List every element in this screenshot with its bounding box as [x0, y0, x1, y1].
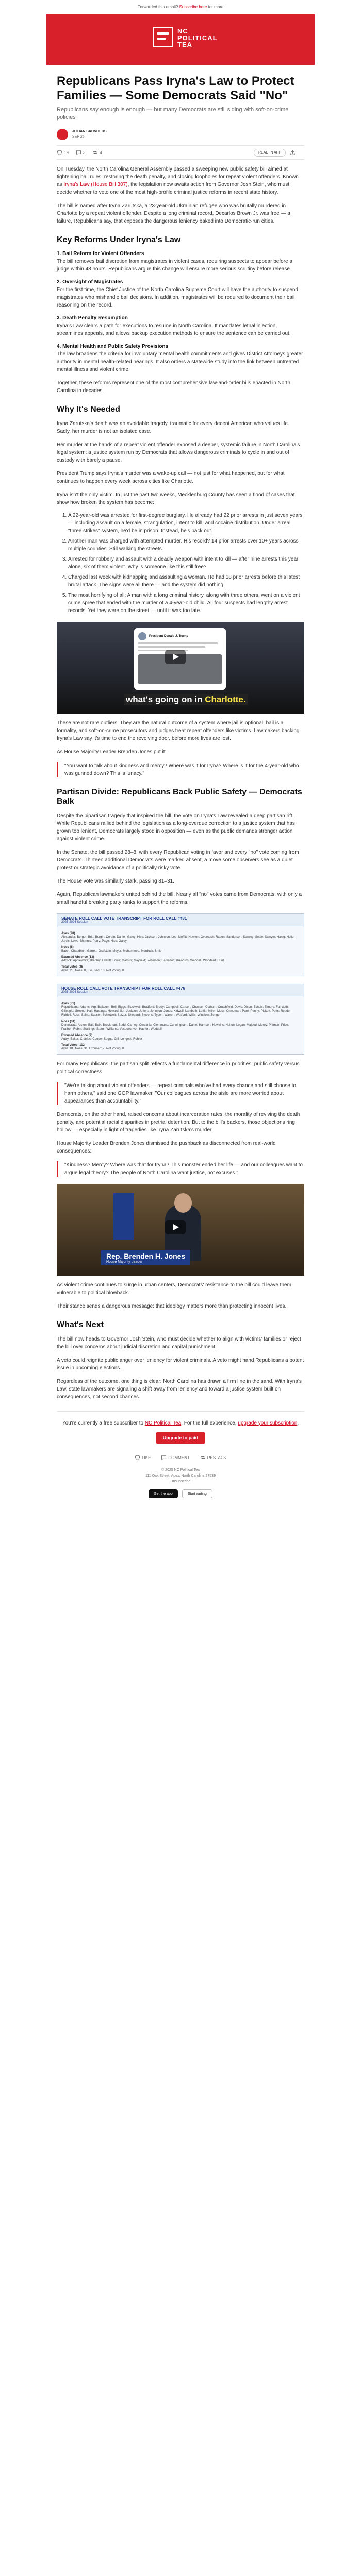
- reform-1-title: 1. Bail Reform for Violent Offenders: [57, 251, 144, 257]
- heading-whats-next: What's Next: [57, 1320, 104, 1329]
- divide-paragraph-3: House Majority Leader Brenden Jones dismissed the pushback as disconnected from real-world consequences:: [57, 1141, 276, 1154]
- restack-label: RESTACK: [207, 1455, 226, 1460]
- tally-label: Noes (31): [61, 1020, 76, 1023]
- masthead-banner[interactable]: [46, 14, 315, 65]
- comment-icon: [76, 150, 81, 155]
- heart-icon: [135, 1455, 140, 1460]
- share-button[interactable]: [290, 150, 297, 156]
- tally-value: Ayes: 28, Noes: 8, Excused: 13, Not Voting: 0: [61, 969, 124, 972]
- restack-count: 4: [100, 150, 102, 155]
- comment-icon: [161, 1455, 167, 1460]
- restack-button[interactable]: [200, 1455, 226, 1460]
- upgrade-button[interactable]: Upgrade to paid: [156, 1432, 206, 1444]
- partisan-paragraph-1: Despite the bipartisan tragedy that inspired the bill, the vote on Iryna's Law revealed a deep partisan rift. While Republicans rallied behind the legislation as a long-overdue correction to a justice system that has grown too lenient, Democrats largely stood in opposition — even as the public demands stronger action against violent crime.: [57, 813, 295, 842]
- like-button[interactable]: [135, 1455, 151, 1460]
- after-cases-paragraph: These are not rare outliers. They are the natural outcome of a system where jail is optional, bail is a formality, and soft-on-crime prosecutors and judges treat repeat offenders like victims. Lawmakers backing Iryna's Law say it's time to end the revolving door, before more lives are lost.: [57, 720, 300, 741]
- play-icon[interactable]: [165, 650, 186, 664]
- tally-value: Autry; Baker; Charles; Cooper-Suggs; Gill; Longest; Rohler: [61, 1038, 142, 1041]
- restack-icon: [200, 1455, 206, 1460]
- senate-vote-transcript[interactable]: [57, 913, 304, 976]
- pull-quote-2: "We're talking about violent offenders — repeat criminals who've had every chance and still choose to harm others," said one GOP lawmaker. "Our colleagues across the aisle are more worried about appearances than accountability.": [57, 1082, 304, 1105]
- case-list: [57, 512, 304, 615]
- partisan-paragraph-3: The House vote was similarly stark, passing 81–31.: [57, 878, 174, 884]
- address: 111 Oak Street, Apex, North Carolina 27539: [145, 1474, 216, 1478]
- upgrade-link[interactable]: upgrade your subscription: [238, 1420, 298, 1426]
- play-icon[interactable]: [165, 1220, 186, 1234]
- intro-paragraph-1: On Tuesday, the North Carolina General Assembly passed a sweeping new public safety bill aimed at tightening bail rules, restoring the death penalty, and closing loopholes for repeat violent offenders. Known as Iryna's Law (House Bill 307), the legislation now awaits action from Governor Josh Stein, who must decide whether to veto one of the most high-profile criminal justice reforms in recent state history.: [57, 166, 299, 195]
- brand-logo: [153, 27, 218, 53]
- divide-paragraph-2: Democrats, on the other hand, raised concerns about incarceration rates, the morality of reviving the death penalty, and potential racial disparities in pretrial detention. But to the bill's backers, those objections ring hollow — especially in light of tragedies like Iryna Zarutska's murder.: [57, 1112, 300, 1133]
- heading-partisan-divide: Partisan Divide: Republicans Back Public Safety — Democrats Balk: [57, 788, 302, 806]
- reform-2-text: For the first time, the Chief Justice of the North Carolina Supreme Court will have the authority to suspend magistrates who mishandle bail decisions. In addition, magistrates will be required to document their bail reasoning on the record.: [57, 287, 298, 308]
- copyright: © 2025 NC Political Tea: [161, 1468, 200, 1472]
- reform-4-title: 4. Mental Health and Public Safety Provisions: [57, 344, 169, 349]
- forward-text: Forwarded this email?: [137, 5, 178, 9]
- post-avatar: [138, 632, 146, 640]
- tally-value: Ayes: 81, Noes: 31, Excused: 7, Not Voting: 0: [61, 1047, 124, 1050]
- read-in-app-button[interactable]: READ IN APP: [254, 149, 286, 157]
- logo-mark-icon: [153, 27, 173, 47]
- reform-4-text: The law broadens the criteria for involuntary mental health commitments and gives District Attorneys greater authority in mental health-related hearings. It also orders a statewide study into the link between untreated mental illness and violent crime.: [57, 351, 303, 372]
- tally-title: SENATE ROLL CALL VOTE TRANSCRIPT FOR ROLL CALL #481: [61, 916, 187, 921]
- next-paragraph-3: Regardless of the outcome, one thing is clear: North Carolina has drawn a firm line in the sand. With Iryna's Law, state lawmakers are signaling a shift away from leniency and toward a justice system built on consequences, not second chances.: [57, 1379, 302, 1400]
- like-label: LIKE: [142, 1455, 151, 1460]
- post-author: President Donald J. Trump: [149, 635, 189, 638]
- heading-why-needed: Why It's Needed: [57, 405, 120, 414]
- tally-value: Alexander; Berger; Britt; Burgin; Corbin; Daniel; Galey; Hise; Jackson; Johnson; Lee; Moffitt; Newton; Overcash; Rabon; Sanderson; Sawrey; Settle; Sawyer; Hanig; Hollo; Jarvis; Lowe; McInnis; Perry; Page; Hise; Galey: [61, 936, 295, 943]
- author-name[interactable]: JULIAN SAUNDERS: [72, 130, 107, 133]
- like-count: 19: [64, 150, 69, 155]
- tally-label: Excused Absence (13): [61, 956, 94, 959]
- tally-value: Democrats: Alston; Ball; Belk; Brockman; Budd; Carney; Cervania; Clemmons; Cunningham; Dahle; Harrison; Hawkins; Helton; Logan; Majeed; Morey; Pittman; Price; Prather; Rubin; Stallings; Staton-Williams; Vasquez; von Haefen; Waddell: [61, 1024, 289, 1031]
- footer: [57, 1467, 304, 1484]
- cta-text: You're currently a free subscriber to NC Political Tea. For the full experience, upgrade your subscription.: [62, 1420, 299, 1426]
- partisan-paragraph-4: Again, Republican lawmakers united behind the bill. Nearly all "no" votes came from Democrats, with only a small handful breaking party ranks to support the reforms.: [57, 892, 302, 905]
- comment-count: 3: [83, 150, 86, 155]
- post-actions-bar: [57, 145, 304, 160]
- reform-1-text: The bill removes bail discretion from magistrates in violent cases, requiring suspects to appear before a judge within 48 hours. Republicans argue this change will ensure more serious scrutiny before release.: [57, 259, 292, 272]
- comment-button[interactable]: [161, 1455, 189, 1460]
- like-button[interactable]: [57, 150, 69, 155]
- comment-label: COMMENT: [168, 1455, 190, 1460]
- house-vote-transcript[interactable]: [57, 984, 304, 1055]
- reform-2-title: 2. Oversight of Magistrates: [57, 279, 123, 285]
- divide-paragraph-5: Their stance sends a dangerous message: that ideology matters more than protecting innocent lives.: [57, 1303, 287, 1309]
- article-subtitle: Republicans say enough is enough — but many Democrats are still siding with soft-on-crime policies: [57, 107, 289, 121]
- bill-link[interactable]: Iryna's Law (House Bill 307): [63, 182, 128, 188]
- tally-label: Total Votes: 112: [61, 1044, 85, 1047]
- tally-session: 2025-2026 Session: [61, 991, 88, 994]
- reforms-summary: Together, these reforms represent one of the most comprehensive law-and-order bills enacted in North Carolina in decades.: [57, 380, 291, 394]
- tally-label: Ayes (81): [61, 1002, 75, 1005]
- app-badges: [57, 1489, 304, 1498]
- heart-icon: [57, 150, 62, 155]
- intro-paragraph-2: The bill is named after Iryna Zarutska, a 23-year-old Ukrainian refugee who was brutally murdered in Charlotte by a repeat violent offender. Despite a long criminal record, Decarlos Brown Jr. was free — a failure, Republicans say, that exposes the dangerous leniency baked into Democratic-run cities.: [57, 203, 290, 224]
- pull-quote-1: "You want to talk about kindness and mercy? Where was it for Iryna? Where is it for the 4-year-old who was gunned down? This is lunacy.": [57, 762, 304, 777]
- flag-graphic: [113, 1193, 134, 1240]
- list-item: 5. The most horrifying of all: A man with a long criminal history, along with three others, went on a violent crime spree that ended with the murder of a 4-year-old child. All four suspects had lengthy arrest records. Yet they were on the street — until it was too late.: [68, 591, 304, 615]
- restack-icon: [92, 150, 98, 155]
- lower-third-title: House Majority Leader: [106, 1260, 143, 1264]
- tally-value: Batch; Chaudhuri; Garrett; Grafstein; Meyer; Mohammed; Murdock; Smith: [61, 950, 163, 953]
- next-paragraph-1: The bill now heads to Governor Josh Stein, who must decide whether to align with victims' families or reject the bill over concerns about judicial discretion and capital punishment.: [57, 1336, 301, 1350]
- divide-paragraph-4: As violent crime continues to surge in urban centers, Democrats' resistance to the bill could leave them vulnerable to political blowback.: [57, 1282, 291, 1296]
- tally-label: Total Votes: 36: [61, 965, 83, 969]
- author-avatar[interactable]: [57, 129, 68, 140]
- tally-title: HOUSE ROLL CALL VOTE TRANSCRIPT FOR ROLL CALL #476: [61, 986, 185, 991]
- tally-session: 2025-2026 Session: [61, 921, 88, 924]
- logo-text: NC POLITICAL TEA: [177, 27, 218, 48]
- list-item: 3. Arrested for robbery and assault with a deadly weapon with intent to kill — after nine arrests this year alone, six of them violent. Why is someone like this still free?: [68, 555, 304, 571]
- article-title[interactable]: Republicans Pass Iryna's Law to Protect Families — Some Democrats Said "No": [57, 74, 294, 103]
- unsubscribe-link[interactable]: Unsubscribe: [170, 1480, 191, 1483]
- why-paragraph-2: Her murder at the hands of a repeat violent offender exposed a deeper, systemic failure in North Carolina's legal system: a justice system run by Democrats that allows dangerous criminals to cycle in and out of custody with barely a pause.: [57, 442, 300, 463]
- why-paragraph-1: Iryna Zarutska's death was an avoidable tragedy, traumatic for every decent American who values life. Sadly, her murder is not an isolated case.: [57, 421, 289, 434]
- publish-date: SEP 25: [72, 135, 85, 139]
- speaker-head: [174, 1193, 192, 1213]
- subscribe-link[interactable]: Subscribe here: [179, 5, 207, 9]
- forward-notice: [0, 0, 361, 14]
- reform-3-text: Iryna's Law clears a path for executions to resume in North Carolina. It mandates lethal injection, streamlines appeals, and allows backup execution methods to ensure the sentence can be carried out.: [57, 323, 291, 336]
- embedded-video-trump[interactable]: [57, 622, 304, 714]
- partisan-paragraph-2: In the Senate, the bill passed 28–8, with every Republican voting in favor and every "no" vote coming from Democrats. Thirteen additional Democrats were marked absent, a move some observers see as a quiet protest or strategic avoidance of a politically risky vote.: [57, 850, 299, 871]
- why-paragraph-3: President Trump says Iryna's murder was a wake-up call — not just for what happened, but for what continues to happen every week across cities like Charlotte.: [57, 471, 285, 484]
- list-item: 2. Another man was charged with attempted murder. His record? 14 prior arrests over 10+ years across multiple counties. Still walking the streets.: [68, 537, 304, 553]
- heading-key-reforms: Key Reforms Under Iryna's Law: [57, 235, 181, 244]
- get-app-button[interactable]: Get the app: [149, 1489, 178, 1498]
- forward-suffix: for more: [208, 5, 224, 9]
- next-paragraph-2: A veto could reignite public anger over leniency for violent criminals. A veto might hand Republicans a potent issue in upcoming elections.: [57, 1358, 304, 1371]
- publication-link[interactable]: NC Political Tea: [144, 1420, 182, 1426]
- tally-value: Republicans: Adams; Arp; Balkcom; Bell; Biggs; Blackwell; Bradford; Brody; Campbell; Carson; Chesser; Cotham; Crutchfield; Davis; Dixon; Echols; Elmore; Faircloth; Gillespie; Greene; Hall; Hastings; Howard; Iler; Jackson; Jeffers; Johnson; Jones; Kidwell; Lambeth; Loftis; Miller; Moss; Onwumah; Paré; Penny; Pickett; Potts; Reeder; Riddell; Ross; Saine; Sasser; Schietzelt; Setzer; Shepard; Stevens; Tyson; Warren; Watford; Willis; Winslow; Zenger: [61, 1006, 292, 1017]
- restack-button[interactable]: [92, 150, 102, 155]
- tally-value: Adcock; Applewhite; Bradley; Everitt; Lowe; Marcus; Mayfield; Robinson; Salvador; Theodros; Waddell; Woodard; Hunt: [61, 959, 224, 962]
- lower-third-name: Rep. Brenden H. Jones: [106, 1252, 186, 1260]
- video-caption: what's going on in Charlotte.: [124, 694, 248, 705]
- bottom-actions-bar: [57, 1455, 304, 1460]
- tally-label: Excused Absence (7): [61, 1034, 93, 1037]
- tally-label: Ayes (28): [61, 932, 75, 935]
- jones-intro: As House Majority Leader Brenden Jones put it:: [57, 749, 167, 755]
- list-item: 4. Charged last week with kidnapping and assaulting a woman. He had 18 prior arrests before this latest brutal attack. The signs were all there — and the system did nothing.: [68, 573, 304, 589]
- divide-paragraph-1: For many Republicans, the partisan split reflects a fundamental difference in priorities: public safety versus political correctness.: [57, 1061, 300, 1075]
- share-icon: [290, 150, 296, 156]
- why-paragraph-4: Iryna isn't the only victim. In just the past two weeks, Mecklenburg County has seen a flood of cases that show how broken the system has become:: [57, 492, 295, 505]
- embedded-video-jones[interactable]: [57, 1184, 304, 1276]
- byline: [57, 127, 304, 142]
- tally-label: Noes (8): [61, 946, 74, 949]
- lower-third: [101, 1250, 190, 1265]
- comment-button[interactable]: [76, 150, 85, 155]
- list-item: 1. A 22-year-old was arrested for first-degree burglary. He already had 22 prior arrests in just seven years — including assault on a female, strangulation, intent to kill, and cocaine distribution. Under a real "three strikes" system, he'd be in prison. Instead, he's back out.: [68, 512, 304, 535]
- start-writing-button[interactable]: Start writing: [182, 1489, 212, 1498]
- subscription-cta: [57, 1411, 304, 1444]
- pull-quote-3: "Kindness? Mercy? Where was that for Iryna? This monster ended her life — and our colleagues want to argue legal theory? The people of North Carolina want justice, not excuses.": [57, 1161, 304, 1177]
- reform-3-title: 3. Death Penalty Resumption: [57, 315, 128, 321]
